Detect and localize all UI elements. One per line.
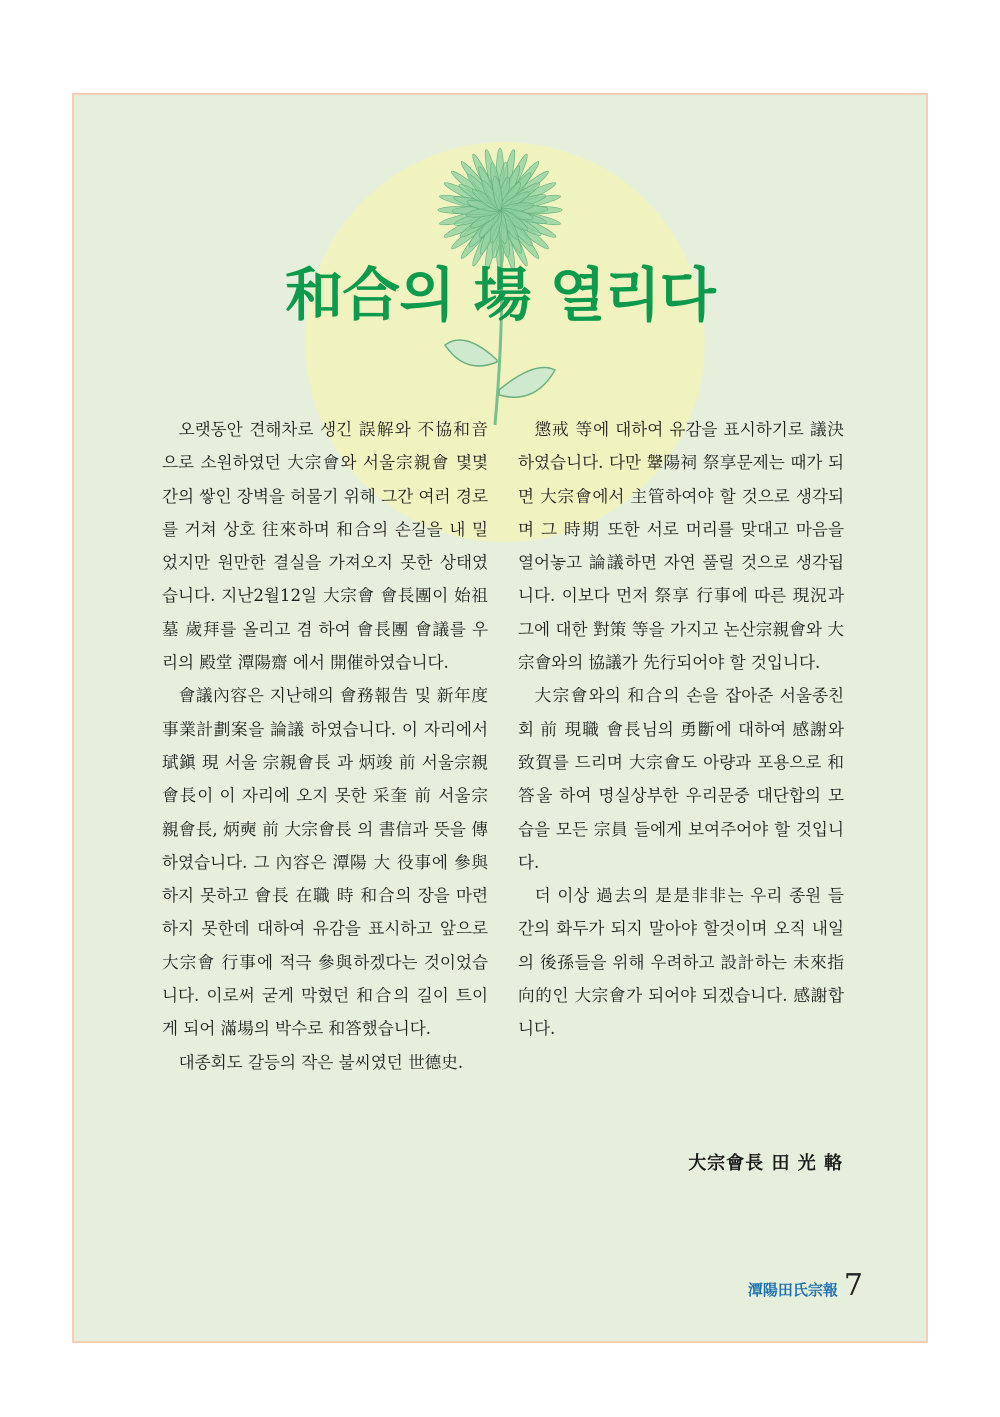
author-signature: 大宗會長 田 光 輅 bbox=[688, 1153, 843, 1174]
paragraph: 會議內容은 지난해의 會務報告 및 新年度 事業計劃案을 論議 하였습니다. 이 자리에서 珷鎭 現 서울 宗親會長 과 炳竣 前 서울宗親會長이 이 자리에 오지 못한 采奎 前 서울宗親會長, 炳奭 前 大宗會長 의 書信과 뜻을 傳하였습니다. 그 內容은 潭陽 大 役事에 參與하지 못하고 會長 在職 時 和合의 장을 마련하지 못한데 대하여 유감을 표시하고 앞으로 大宗會 行事에 적극 參與하겠다는 것이었습니다. 이로써 굳게 막혔던 和合의 길이 트이게 되어 滿場의 박수로 和答했습니다. bbox=[162, 686, 488, 1039]
paragraph: 懲戒 等에 대하여 유감을 표시하기로 議決하였습니다. 다만 鞶陽祠 祭享문제는 때가 되면 大宗會에서 主管하여야 할 것으로 생각되며 그 時期 또한 서로 머리를 맞대고 마음을 열어놓고 論議하면 자연 풀릴 것으로 생각됩니다. 이보다 먼저 祭享 行事에 따른 現況과 그에 대한 對策 等을 가지고 논산宗親會와 大宗會와의 協議가 先行되어야 할 것입니다. bbox=[518, 420, 844, 673]
article-title: 和合의 場 열리다 bbox=[285, 261, 715, 329]
paragraph: 더 이상 過去의 是是非非는 우리 종원 들 간의 화두가 되지 말아야 할것이며 오직 내일의 後孫들을 위해 우려하고 設計하는 未來指向的인 大宗會가 되어야 되겠습니다. 感謝합니다. bbox=[518, 886, 844, 1039]
leaf-left bbox=[445, 340, 497, 366]
publication-name: 潭陽田氏宗報 bbox=[747, 1281, 838, 1299]
page-number: 7 bbox=[843, 1268, 863, 1303]
paragraph: 오랫동안 견해차로 생긴 誤解와 不協和音으로 소원하였던 大宗會와 서울宗親會 몇몇 간의 쌓인 장벽을 허물기 위해 그간 여러 경로를 거쳐 상호 往來하며 和合의 손길을 내 밀었지만 원만한 결실을 가져오지 못한 상태였습니다. 지난2월12일 大宗會 會長團이 始祖墓 歲拜를 올리고 겸 하여 會長團 會議를 우리의 殿堂 潭陽齋 에서 開催하였습니다. bbox=[162, 420, 488, 673]
paragraph: 대종회도 갈등의 작은 불씨였던 世德史. bbox=[178, 1052, 464, 1072]
left-column bbox=[162, 413, 488, 1079]
leaf-right bbox=[499, 368, 555, 398]
paragraph: 大宗會와의 和合의 손을 잡아준 서울종친회 前 現職 會長님의 勇斷에 대하여 感謝와 致賀를 드리며 大宗會도 아량과 포용으로 和答울 하여 명실상부한 우리문중 대단합의 모습을 모든 宗員 들에게 보여주어야 할 것입니다. bbox=[518, 686, 844, 872]
page-footer bbox=[748, 1268, 863, 1303]
right-column bbox=[518, 413, 844, 1046]
